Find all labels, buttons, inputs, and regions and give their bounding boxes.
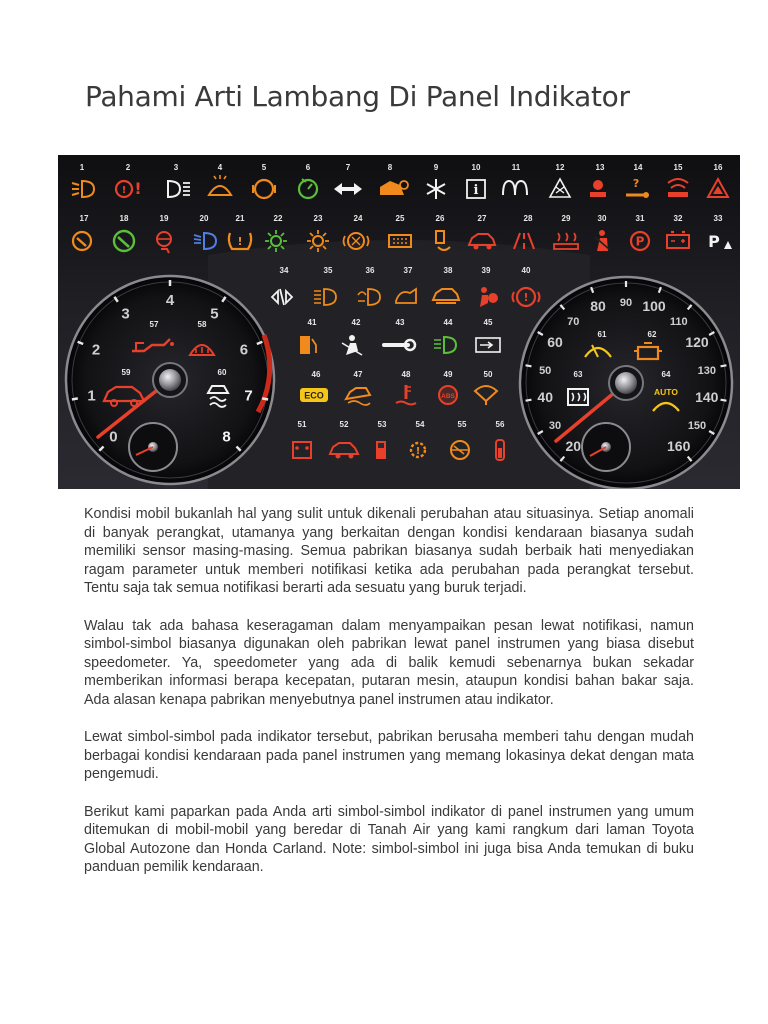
indicator-number-label: 51 [297,420,307,429]
tachometer-gauge [66,276,274,484]
indicator-number-label: 12 [555,163,565,172]
speedometer-scale-label: 70 [567,316,580,329]
indicator-number-label: 8 [387,163,393,172]
indicator-number-label: 57 [149,320,159,329]
indicator-number-label: 10 [471,163,481,172]
indicator-number-label: 64 [661,370,671,379]
indicator-number-label: 2 [125,163,131,172]
article-paragraph: Lewat simbol-simbol pada indikator tersebut, pabrikan berusaha memberi tahu dengan mudah berbagai kondisi kendaraan pada panel instrumen yang memang lokasinya dekat dengan mata pengemudi. [84,729,694,783]
indicator-number-label: 13 [595,163,605,172]
svg-text:!: ! [415,446,421,457]
svg-text:!: ! [134,179,142,198]
indicator-number-label: 45 [483,318,493,327]
svg-text:i: i [473,183,479,198]
speedometer-scale-label: 130 [697,364,716,377]
indicator-number-label: 5 [261,163,267,172]
speedometer-hub [615,372,637,394]
speedometer-tick [526,365,532,366]
indicator-number-label: 39 [481,266,491,275]
tachometer-scale-label: 4 [165,292,175,309]
indicator-number-label: 63 [573,370,583,379]
indicator-number-label: 9 [433,163,439,172]
indicator-number-label: 6 [305,163,311,172]
page-title: Pahami Arti Lambang Di Panel Indikator [85,80,630,113]
indicator-number-label: 36 [365,266,375,275]
indicator-number-label: 24 [353,214,363,223]
indicator-number-label: 55 [457,420,467,429]
tachometer-tick [262,398,268,399]
indicator-number-label: 20 [199,214,209,223]
indicator-number-label: 37 [403,266,413,275]
indicator-number-label: 1 [79,163,85,172]
indicator-number-label: 30 [597,214,607,223]
article-body [84,505,694,895]
indicator-number-label: 41 [307,318,317,327]
article-paragraph: Kondisi mobil bukanlah hal yang sulit untuk dikenali perubahan atau situasinya. Setiap anomali di banyak perangkat, utamanya yang berkaitan dengan kondisi kendaraan biasanya sudah memiliki sensor masing-masing. Semua pabrikan biasanya sudah berbaik hati menyediakan ragam parameter untuk memberi notifikasi ketika ada perubahan pada perangkat tersebut. Tentu saja tak semua notifikasi berarti ada sesuatu yang buruk terjadi. [84,506,694,597]
indicator-number-label: 15 [673,163,683,172]
indicator-number-label: 4 [217,163,223,172]
indicator-number-label: 11 [511,163,521,172]
indicator-number-label: 33 [713,214,723,223]
indicator-number-label: 42 [351,318,361,327]
indicator-number-label: 48 [401,370,411,379]
speedometer-scale-label: 140 [695,389,719,406]
tachometer-hub [159,369,181,391]
indicator-number-label: 59 [121,368,131,377]
tachometer-scale-label: 2 [91,341,101,359]
indicator-number-label: 21 [235,214,245,223]
tachometer-scale-label: 1 [87,387,96,405]
article-paragraph: Walau tak ada bahasa keseragaman dalam menyampaikan pesan lewat notifikasi, namun simbol-simbol biasanya digunakan oleh pabrikan lewat panel instrumen yang biasa disebut speedometer. Ya, speedometer yang ada di balik kemudi sebenarnya bukan sekadar memberikan informasi berapa kecepatan, putaran mesin, ataupun kondisi bahan bakar saja. Ada alasan kenapa pabrikan menyebutnya panel instrumen atau indikator. [84,617,694,708]
indicator-number-label: 35 [323,266,333,275]
eco-icon [300,388,328,402]
indicator-number-label: 60 [217,368,227,377]
svg-text:ECO: ECO [304,390,324,401]
indicator-number-label: 54 [415,420,425,429]
indicator-number-label: 26 [435,214,445,223]
speedometer-scale-label: 90 [619,297,633,309]
article-paragraph: Berikut kami paparkan pada Anda arti simbol-simbol indikator di panel instrumen yang umum ditemukan di mobil-mobil yang beredar di Tanah Air yang kami rangkum dari laman Toyota Global Autozone dan Honda Carland. Note: simbol-simbol ini juga bisa Anda temukan di buku panduan pemilik kendaraan. [84,803,694,876]
svg-text:P: P [635,234,645,249]
speedometer-tick [526,400,532,401]
speedometer-scale-label: 40 [537,389,553,406]
speedometer-scale-label: 150 [687,420,707,432]
indicator-number-label: 52 [339,420,349,429]
speedometer-scale-label: 60 [547,334,563,350]
indicator-number-label: 7 [345,163,351,172]
speedometer-scale-label: 100 [642,297,666,314]
speedometer-tick [721,365,727,366]
speedometer-scale-label: 120 [685,334,709,350]
indicator-number-label: 34 [279,266,289,275]
indicator-number-label: 46 [311,370,321,379]
svg-text:!: ! [523,291,529,304]
indicator-number-label: 14 [633,163,643,172]
svg-text:ABS: ABS [441,393,455,400]
indicator-number-label: 50 [483,370,493,379]
indicator-number-label: 28 [523,214,533,223]
indicator-number-label: 47 [353,370,363,379]
indicator-number-label: 62 [647,330,657,339]
indicator-number-label: 17 [79,214,89,223]
speedometer-scale-label: 30 [548,420,562,432]
indicator-number-label: 40 [521,266,531,275]
indicator-number-label: 29 [561,214,571,223]
indicator-number-label: 56 [495,420,505,429]
tachometer-scale-label: 8 [222,428,231,446]
indicator-number-label: 22 [273,214,283,223]
speedometer-gauge [520,277,732,489]
indicator-number-label: 38 [443,266,453,275]
speedometer-tick [721,400,727,401]
speedometer-scale-label: 160 [667,437,691,454]
indicator-number-label: 23 [313,214,323,223]
speedometer-scale-label: 110 [669,316,688,329]
indicator-number-label: 18 [119,214,129,223]
indicator-number-label: 44 [443,318,453,327]
indicator-number-label: 16 [713,163,723,172]
tachometer-scale-label: 7 [244,387,253,405]
svg-text:P: P [708,232,720,251]
svg-text:!: ! [121,185,127,196]
tachometer-scale-label: 6 [239,341,249,359]
tachometer-scale-label: 0 [109,428,118,446]
speedometer-scale-label: 80 [590,297,606,314]
indicator-number-label: 3 [173,163,179,172]
indicator-number-label: 49 [443,370,453,379]
indicator-number-label: 58 [197,320,207,329]
dashboard-illustration [58,155,740,489]
indicator-number-label: 53 [377,420,387,429]
abs-icon [438,385,458,405]
speedometer-scale-label: 50 [539,364,552,377]
indicator-number-label: 43 [395,318,405,327]
indicator-number-label: 27 [477,214,487,223]
fuel-pump-icon [376,441,386,459]
indicator-number-label: 32 [673,214,683,223]
indicator-number-label: 25 [395,214,405,223]
svg-text:!: ! [237,235,243,248]
indicator-number-label: 31 [635,214,645,223]
indicator-number-label: 19 [159,214,169,223]
speedometer-scale-label: 20 [565,437,582,454]
dashboard-indicator-image [58,155,740,489]
indicator-number-label: 61 [597,330,607,339]
svg-text:AUTO: AUTO [654,387,678,397]
svg-text:?: ? [632,177,640,190]
tachometer-scale-label: 5 [210,305,219,323]
tachometer-tick [72,398,78,399]
tachometer-scale-label: 3 [121,305,130,323]
